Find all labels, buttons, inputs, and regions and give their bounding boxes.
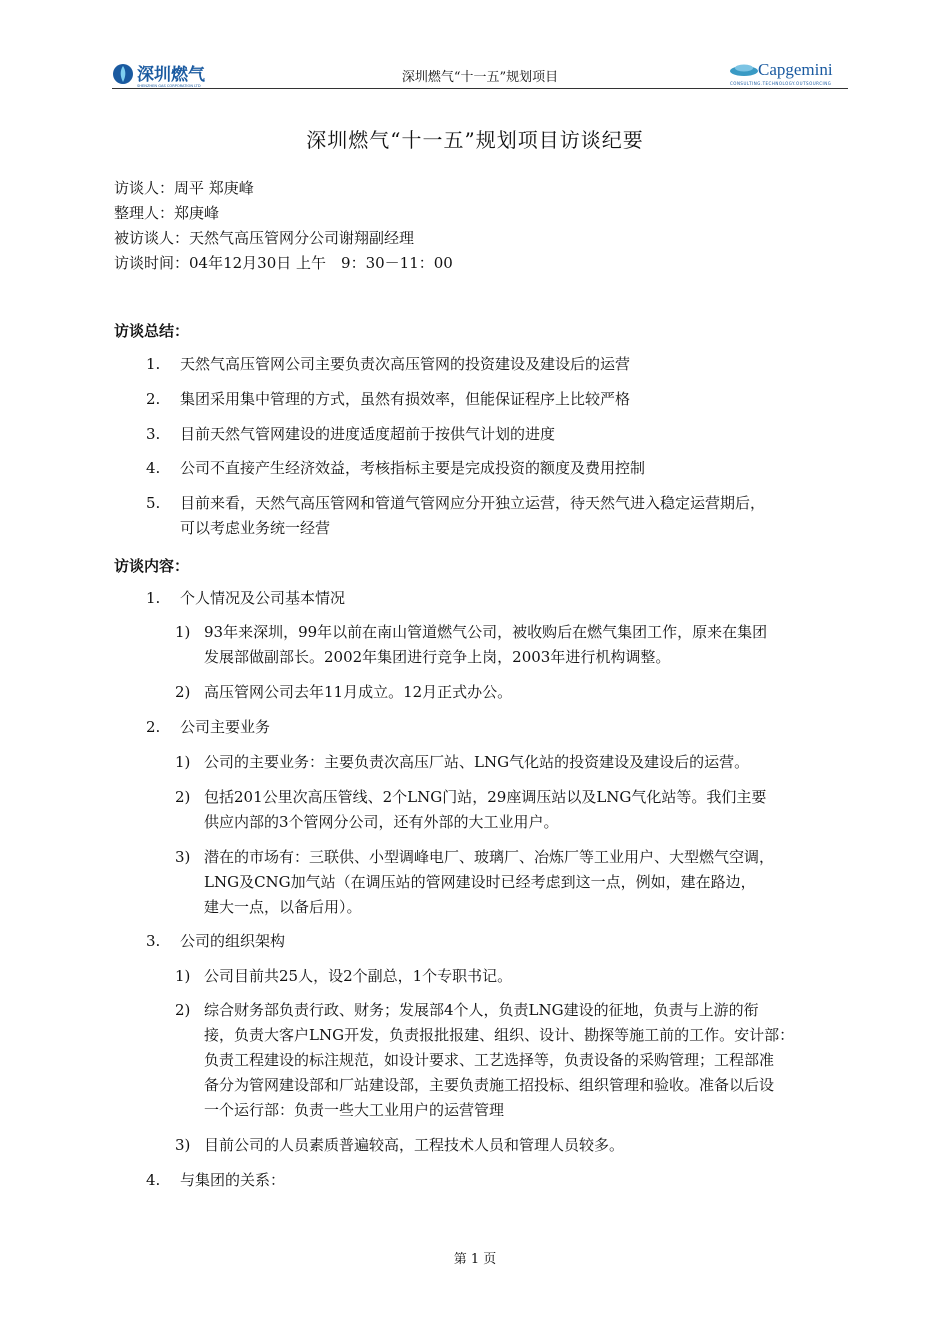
list-text: 发展部做副部长。2002年集团进行竞争上岗，2003年进行机构调整。: [204, 648, 671, 666]
meta-recorder: 整理人：郑庚峰: [114, 204, 220, 222]
list-number: 5.: [146, 494, 161, 512]
list-number: 3.: [146, 932, 161, 950]
list-text: 公司目前共25人，设2个副总，1个专职书记。: [204, 967, 513, 985]
list-number: 4.: [146, 459, 161, 477]
list-number: 1.: [146, 355, 161, 373]
list-text: 公司的主要业务：主要负责次高压厂站、LNG气化站的投资建设及建设后的运营。: [204, 753, 750, 771]
content-heading: 访谈内容：: [114, 557, 190, 575]
list-number: 1): [175, 967, 191, 985]
list-number: 1): [175, 753, 191, 771]
list-text: 负责工程建设的标注规范，如设计要求、工艺选择等，负责设备的采购管理；工程部准: [204, 1051, 775, 1069]
list-text: LNG及CNG加气站（在调压站的管网建设时已经考虑到这一点，例如，建在路边，: [204, 873, 756, 891]
list-text: 供应内部的3个管网分公司，还有外部的大工业用户。: [204, 813, 559, 831]
logo-left-subtext: SHENZHEN GAS CORPORATION LTD: [137, 84, 201, 88]
meta-interviewee: 被访谈人：天然气高压管网分公司谢翔副经理: [114, 229, 415, 247]
list-text: 93年来深圳，99年以前在南山管道燃气公司，被收购后在燃气集团工作，原来在集团: [204, 623, 768, 641]
list-number: 3.: [146, 425, 161, 443]
list-text: 包括201公里次高压管线、2个LNG门站，29座调压站以及LNG气化站等。我们主要: [204, 788, 767, 806]
list-number: 3): [175, 848, 191, 866]
list-text: 备分为管网建设部和厂站建设部，主要负责施工招投标、组织管理和验收。准备以后设: [204, 1076, 775, 1094]
list-number: 2): [175, 1001, 191, 1019]
list-text: 个人情况及公司基本情况: [180, 589, 346, 607]
list-text: 目前公司的人员素质普遍较高，工程技术人员和管理人员较多。: [204, 1136, 625, 1154]
list-text: 潜在的市场有：三联供、小型调峰电厂、玻璃厂、冶炼厂等工业用户、大型燃气空调，: [204, 848, 775, 866]
document-title: 深圳燃气“十一五”规划项目访谈纪要: [306, 128, 644, 152]
list-text: 建大一点，以备后用）。: [204, 898, 362, 916]
list-number: 4.: [146, 1171, 161, 1189]
list-text: 综合财务部负责行政、财务；发展部4个人，负责LNG建设的征地，负责与上游的衔: [204, 1001, 759, 1019]
list-number: 1): [175, 623, 191, 641]
list-text: 公司不直接产生经济效益，考核指标主要是完成投资的额度及费用控制: [180, 459, 646, 477]
list-number: 3): [175, 1136, 191, 1154]
list-text: 目前来看，天然气高压管网和管道气管网应分开独立运营，待天然气进入稳定运营期后，: [180, 494, 766, 512]
meta-interviewer: 访谈人：周平 郑庚峰: [114, 179, 254, 197]
list-number: 1.: [146, 589, 161, 607]
meta-time: 访谈时间：04年12月30日 上午 9：30－11：00: [114, 254, 453, 272]
list-number: 2.: [146, 390, 161, 408]
list-text: 天然气高压管网公司主要负责次高压管网的投资建设及建设后的运营: [180, 355, 631, 373]
list-text: 集团采用集中管理的方式，虽然有损效率，但能保证程序上比较严格: [180, 390, 631, 408]
page-header: [112, 58, 848, 89]
list-text: 高压管网公司去年11月成立。12月正式办公。: [204, 683, 513, 701]
list-text: 接，负责大客户LNG开发，负责报批报建、组织、设计、勘探等施工前的工作。安计部：: [204, 1026, 795, 1044]
interview-meta: [114, 176, 453, 276]
logo-right-subtext: CONSULTING.TECHNOLOGY.OUTSOURCING: [730, 81, 832, 86]
list-text: 可以考虑业务统一经营: [180, 519, 331, 537]
list-text: 与集团的关系：: [180, 1171, 286, 1189]
summary-heading: 访谈总结：: [114, 322, 190, 340]
list-text: 公司主要业务: [180, 718, 271, 736]
list-number: 2): [175, 788, 191, 806]
list-text: 一个运行部：负责一些大工业用户的运营管理: [204, 1101, 505, 1119]
logo-right-text: Capgemini: [758, 60, 833, 79]
logo-left-text: 深圳燃气: [137, 65, 205, 85]
header-title: 深圳燃气“十一五”规划项目: [401, 70, 559, 85]
list-number: 2.: [146, 718, 161, 736]
capgemini-logo: [728, 58, 848, 88]
list-number: 2): [175, 683, 191, 701]
list-text: 公司的组织架构: [180, 932, 286, 950]
page-footer: 第 1 页: [453, 1252, 497, 1267]
list-text: 目前天然气管网建设的进度适度超前于按供气计划的进度: [180, 425, 556, 443]
